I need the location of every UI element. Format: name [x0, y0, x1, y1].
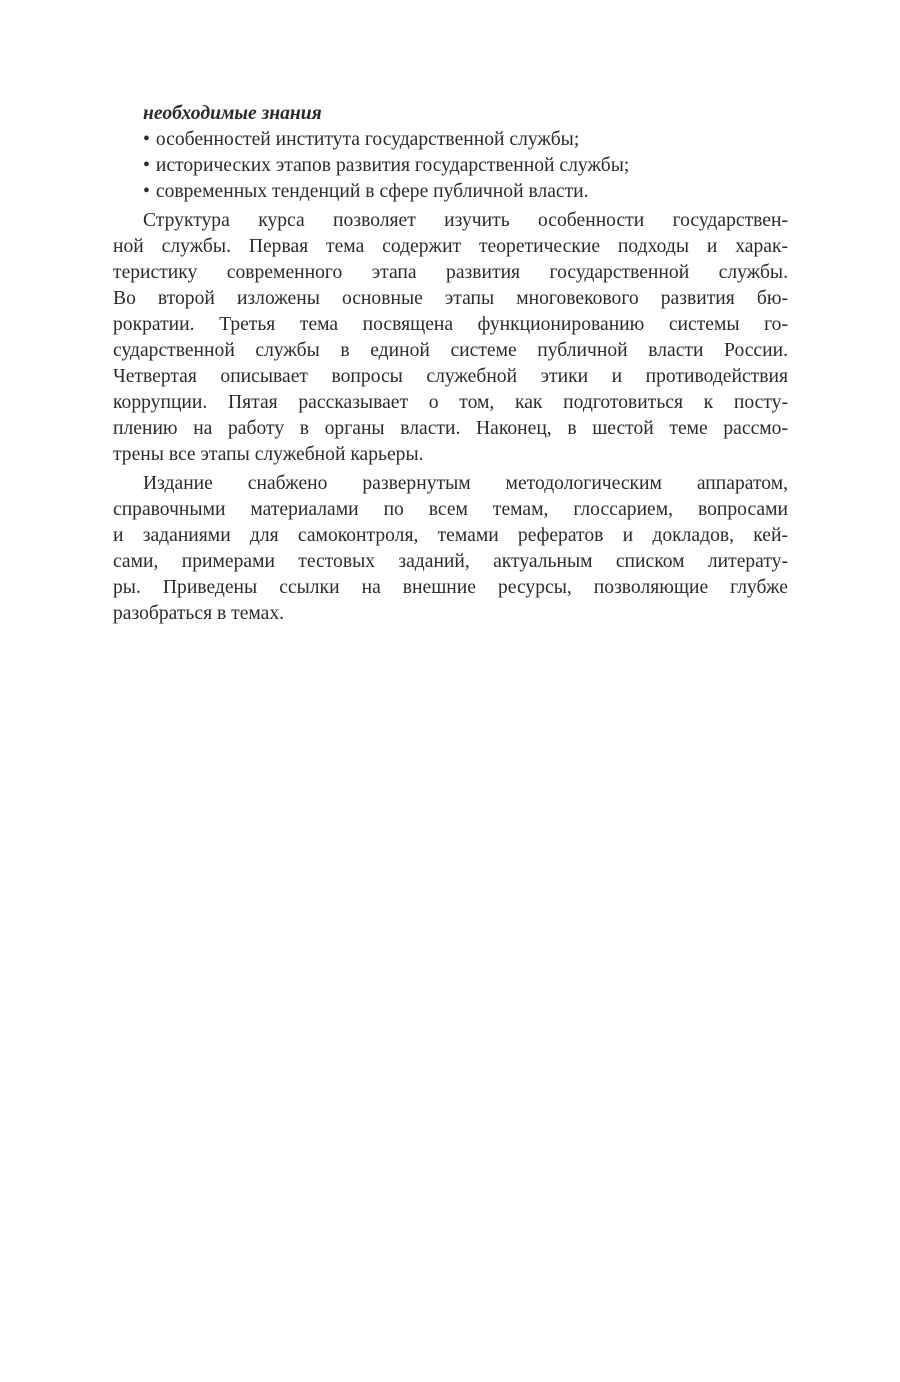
text-line: рократии. Третья тема посвящена функционированию системы го- [113, 314, 788, 335]
text-line: разобраться в темах. [113, 603, 285, 624]
text-line: ры. Приведены ссылки на внешние ресурсы, позволяющие глубже [113, 577, 788, 598]
bullet-icon: • [143, 129, 150, 150]
paragraph-edition-contents [113, 471, 788, 627]
knowledge-list [113, 127, 788, 205]
text-line: трены все этапы служебной карьеры. [113, 444, 424, 465]
text-line: справочными материалами по всем темам, глоссарием, вопросами [113, 499, 788, 520]
list-item-text: современных тенденций в сфере публичной власти. [155, 181, 589, 202]
text-line: теристику современного этапа развития государственной службы. [113, 262, 788, 283]
paragraph-course-structure [113, 208, 788, 468]
list-item-text: особенностей института государственной службы; [155, 129, 580, 150]
bullet-icon: • [143, 155, 150, 176]
page-text-block [113, 101, 788, 627]
text-line: сударственной службы в единой системе публичной власти России. [113, 340, 788, 361]
text-line: и заданиями для самоконтроля, темами рефератов и докладов, кей- [113, 525, 788, 546]
text-line: ной службы. Первая тема содержит теоретические подходы и харак- [113, 236, 788, 257]
text-line: плению на работу в органы власти. Наконец, в шестой теме рассмо- [113, 418, 788, 439]
text-line: Четвертая описывает вопросы служебной этики и противодействия [113, 366, 788, 387]
list-item [113, 179, 788, 205]
text-line: коррупции. Пятая рассказывает о том, как подготовиться к посту- [113, 392, 788, 413]
text-line: Во второй изложены основные этапы многовекового развития бю- [113, 288, 788, 309]
text-line: сами, примерами тестовых заданий, актуальным списком литерату- [113, 551, 788, 572]
list-item-text: исторических этапов развития государственной службы; [155, 155, 630, 176]
list-item [113, 127, 788, 153]
list-item [113, 153, 788, 179]
text-line: Структура курса позволяет изучить особенности государствен- [143, 210, 788, 231]
text-line: Издание снабжено развернутым методологическим аппаратом, [143, 473, 788, 494]
bullet-icon: • [143, 181, 150, 202]
section-heading: необходимые знания [143, 103, 322, 124]
